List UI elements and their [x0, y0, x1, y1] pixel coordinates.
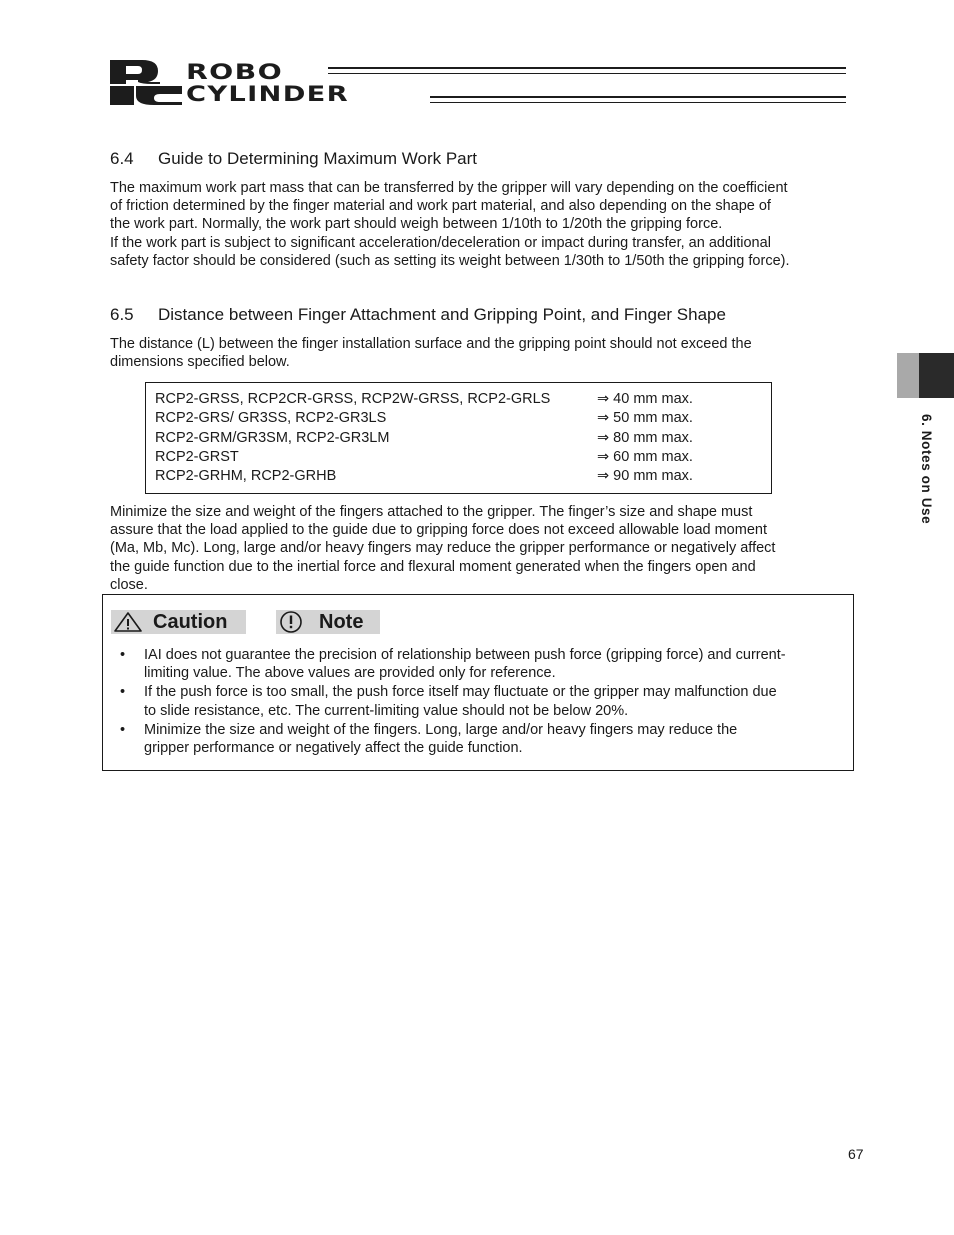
chapter-side-label [918, 414, 938, 544]
bullet-icon: • [120, 647, 126, 663]
spec-value: ⇒ 90 mm max. [597, 468, 693, 484]
warning-triangle-icon [113, 611, 143, 633]
header-rule-bottom [430, 96, 846, 98]
bullet-text: If the push force is too small, the push force itself may fluctuate or the gripper may malfunction due [144, 684, 777, 701]
bullet-text: gripper performance or negatively affect the guide function. [144, 740, 523, 757]
spec-value: ⇒ 50 mm max. [597, 410, 693, 426]
list-item [120, 683, 840, 719]
body-line: (Ma, Mb, Mc). Long, large and/or heavy fingers may reduce the gripper performance or negatively affect [110, 540, 776, 557]
section-title: Guide to Determining Maximum Work Part [158, 149, 478, 168]
list-item [120, 721, 840, 757]
spec-value: ⇒ 80 mm max. [597, 430, 693, 446]
bullet-text: IAI does not guarantee the precision of relationship between push force (gripping force) and current- [144, 647, 786, 663]
spec-model: RCP2-GRS/ GR3SS, RCP2-GR3LS [155, 410, 387, 426]
body-line: The distance (L) between the finger installation surface and the gripping point should not exceed the [110, 336, 752, 352]
page-header [0, 0, 954, 120]
body-line: the guide function due to the inertial force and flexural moment generated when the fingers open and [110, 558, 756, 575]
section-6-4-heading [110, 149, 477, 169]
body-line: assure that the load applied to the guide due to gripping force does not exceed allowable load moment [110, 522, 767, 539]
rc-logo-icon [108, 58, 184, 106]
caution-bullet-list [120, 646, 840, 758]
note-label: Note [319, 610, 364, 633]
body-line: of friction determined by the finger material and work part material, and also depending on the shape of [110, 198, 771, 215]
body-line: If the work part is subject to significant acceleration/deceleration or impact during transfer, an additional [110, 234, 771, 251]
body-line: dimensions specified below. [110, 354, 290, 371]
logo-text-cylinder: CYLINDER [186, 82, 349, 106]
spec-model: RCP2-GRSS, RCP2CR-GRSS, RCP2W-GRSS, RCP2-GRLS [155, 391, 551, 407]
chapter-label-text: 6. Notes on Use [919, 414, 934, 525]
caution-badge [111, 610, 246, 634]
spec-value: ⇒ 60 mm max. [597, 449, 693, 465]
spec-model: RCP2-GRHM, RCP2-GRHB [155, 468, 337, 484]
section-title: Distance between Finger Attachment and Gripping Point, and Finger Shape [158, 305, 726, 324]
spec-value: ⇒ 40 mm max. [597, 391, 693, 407]
chapter-tab-dark [919, 353, 954, 398]
body-line: the work part. Normally, the work part should weigh between 1/10th to 1/20th the gripping force. [110, 216, 723, 233]
body-line: Minimize the size and weight of the fingers attached to the gripper. The finger’s size and shape must [110, 504, 753, 520]
note-badge [276, 610, 380, 634]
spec-model: RCP2-GRST [155, 449, 239, 465]
body-line: safety factor should be considered (such as setting its weight between 1/30th to 1/50th the gripping force). [110, 252, 790, 269]
exclamation-circle-icon [278, 610, 304, 634]
section-number: 6.4 [110, 149, 134, 168]
header-rule-bottom-thin [430, 102, 846, 103]
chapter-tab-light [897, 353, 919, 398]
spec-box [145, 382, 772, 494]
page-number: 67 [848, 1146, 864, 1162]
section-6-4-body [110, 179, 790, 270]
header-rule-top [328, 67, 846, 69]
body-line: close. [110, 576, 148, 593]
bullet-icon: • [120, 721, 126, 738]
section-6-5-heading [110, 305, 726, 325]
bullet-icon: • [120, 684, 126, 701]
bullet-text: to slide resistance, etc. The current-limiting value should not be below 20%. [144, 702, 629, 719]
header-rule-top-thin [328, 73, 846, 74]
spec-model: RCP2-GRM/GR3SM, RCP2-GR3LM [155, 430, 390, 446]
section-6-5-intro [110, 335, 752, 371]
logo-text-robo: ROBO [186, 60, 284, 84]
bullet-text: Minimize the size and weight of the fingers. Long, large and/or heavy fingers may reduce the [144, 721, 738, 738]
bullet-text: limiting value. The above values are provided only for reference. [144, 665, 556, 682]
list-item [120, 646, 840, 682]
section-number: 6.5 [110, 305, 134, 324]
caution-label: Caution [153, 610, 228, 633]
body-line: The maximum work part mass that can be transferred by the gripper will vary depending on the coefficient [110, 180, 788, 196]
section-6-5-body [110, 503, 775, 594]
